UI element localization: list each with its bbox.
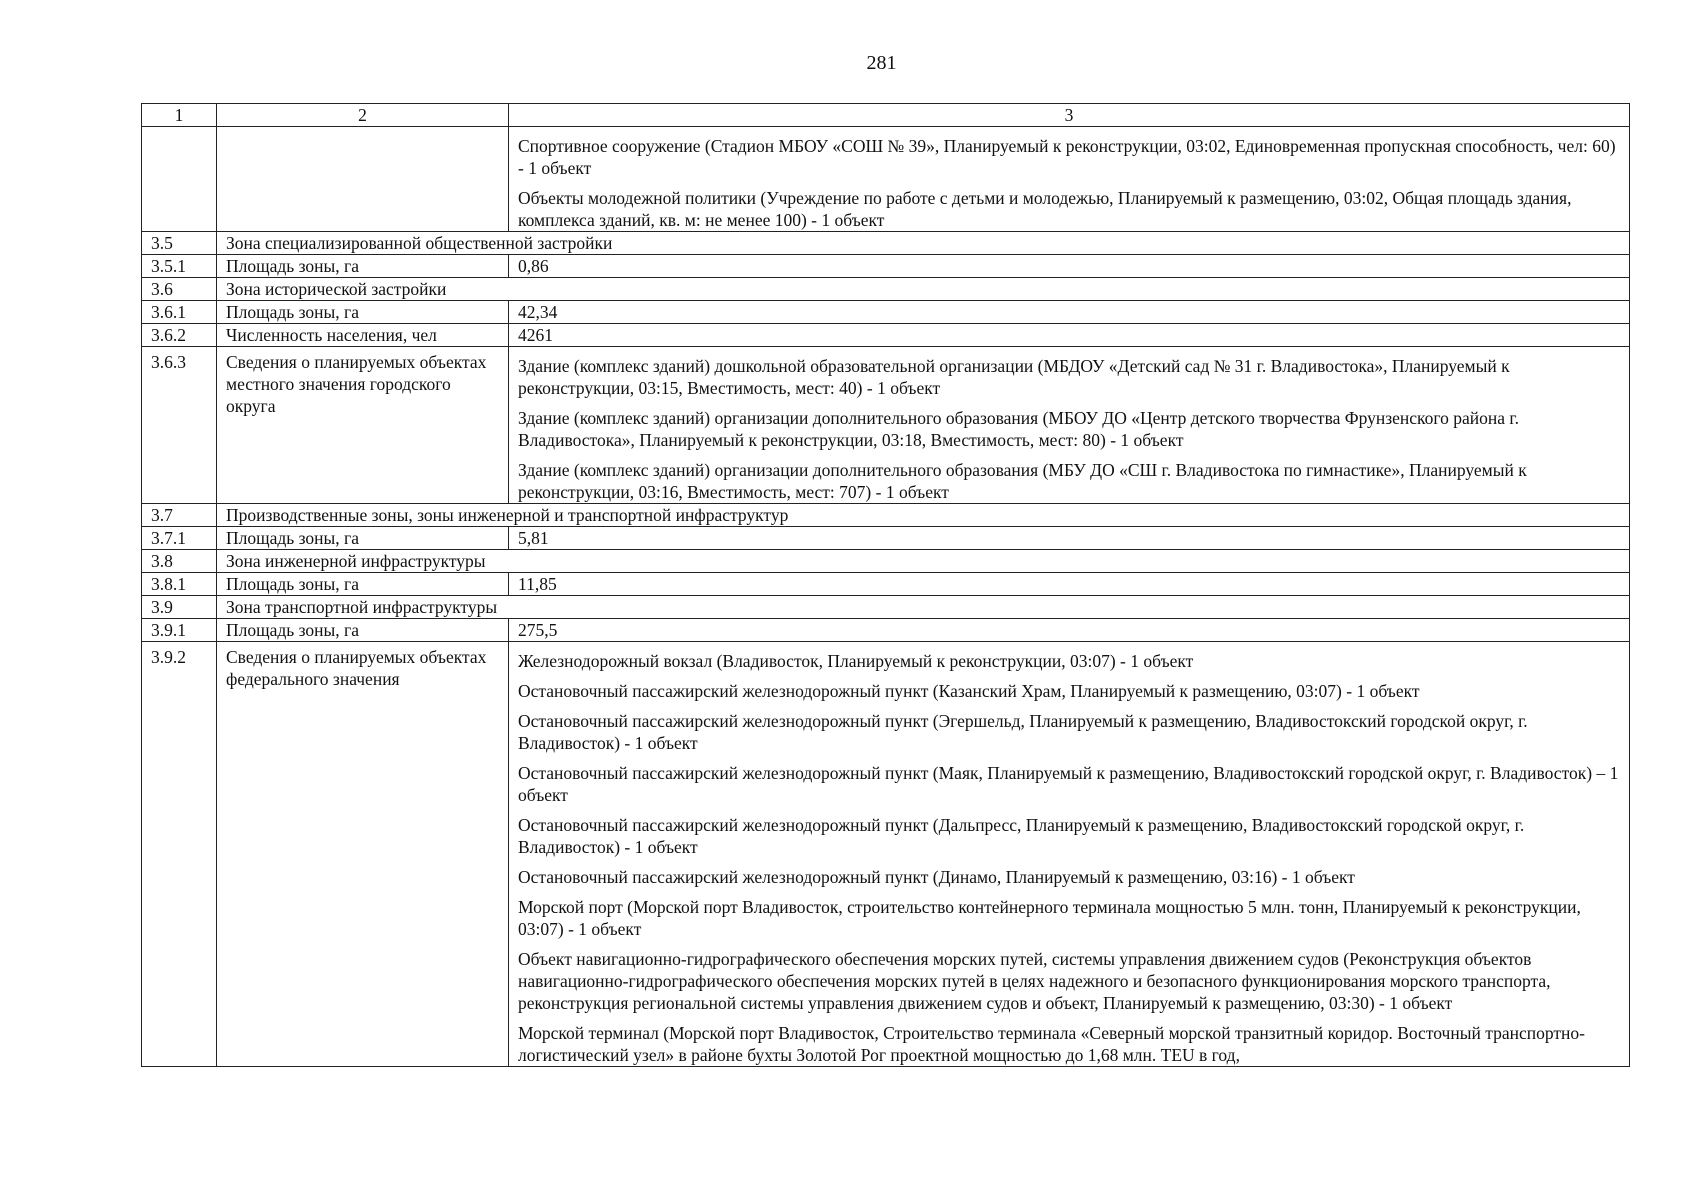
row-label: Сведения о планируемых объектах местного значения городского округа <box>217 347 509 504</box>
table-row-3-5 <box>142 232 1630 255</box>
list-item: Железнодорожный вокзал (Владивосток, Планируемый к реконструкции, 03:07) - 1 объект <box>518 651 1194 671</box>
zone-title: Зона исторической застройки <box>217 278 1630 301</box>
table-row-3-9-2 <box>142 642 1630 1067</box>
zone-title: Зона специализированной общественной застройки <box>217 232 1630 255</box>
row-number: 3.8 <box>142 550 217 573</box>
row-label: Численность населения, чел <box>217 324 509 347</box>
table-row-3-7 <box>142 504 1630 527</box>
zone-title: Производственные зоны, зоны инженерной и транспортной инфраструктур <box>217 504 1630 527</box>
row-number: 3.6.1 <box>142 301 217 324</box>
table-row-3-6-3 <box>142 347 1630 504</box>
row-number: 3.5.1 <box>142 255 217 278</box>
header-col-3: 3 <box>509 104 1630 127</box>
row-label: Площадь зоны, га <box>217 255 509 278</box>
page-number: 281 <box>866 52 897 74</box>
list-item: Здание (комплекс зданий) дошкольной образовательной организации (МБДОУ «Детский сад № 31 г. Владивостока», Планируемый к реконструкции, 03:15, Вместимость, мест: 40) - 1 объект <box>518 356 1510 398</box>
table-row-3-9-1 <box>142 619 1630 642</box>
list-item: Объект навигационно-гидрографического обеспечения морских путей, системы управления движением судов (Реконструкция объектов навигационно-гидрографического обеспечения морских путей в целях надежного и безопасного функционирования морского транспорта, реконструкция региональной системы управления движением судов и объект, Планируемый к размещению, 03:30) - 1 объект <box>518 949 1551 1013</box>
table-row-3-6 <box>142 278 1630 301</box>
zone-title: Зона транспортной инфраструктуры <box>217 596 1630 619</box>
list-item: Здание (комплекс зданий) организации дополнительного образования (МБУ ДО «СШ г. Владивостока по гимнастике», Планируемый к реконструкции, 03:16, Вместимость, мест: 707) - 1 объект <box>518 460 1527 502</box>
row-value: 5,81 <box>509 527 1630 550</box>
row-value: 11,85 <box>509 573 1630 596</box>
list-item: Остановочный пассажирский железнодорожный пункт (Маяк, Планируемый к размещению, Владивостокский городской округ, г. Владивосток) – 1 объект <box>518 763 1619 805</box>
table-row-continuation <box>142 127 1630 232</box>
row-label <box>217 127 509 232</box>
header-col-1: 1 <box>142 104 217 127</box>
row-number: 3.9.2 <box>142 642 217 1067</box>
row-label: Сведения о планируемых объектах федерального значения <box>217 642 509 1067</box>
row-label: Площадь зоны, га <box>217 301 509 324</box>
row-value: 42,34 <box>509 301 1630 324</box>
list-item: Остановочный пассажирский железнодорожный пункт (Казанский Храм, Планируемый к размещению, 03:07) - 1 объект <box>518 681 1420 701</box>
list-item: Остановочный пассажирский железнодорожный пункт (Дальпресс, Планируемый к размещению, Владивостокский городской округ, г. Владивосток) - 1 объект <box>518 815 1525 857</box>
list-item: Морской терминал (Морской порт Владивосток, Строительство терминала «Северный морской транзитный коридор. Восточный транспортно-логистический узел» в районе бухты Золотой Рог проектной мощностью до 1,68 млн. TEU в год, <box>518 1023 1585 1065</box>
zone-title: Зона инженерной инфраструктуры <box>217 550 1630 573</box>
table-row-3-6-1 <box>142 301 1630 324</box>
row-value: 4261 <box>509 324 1630 347</box>
table-row-3-9 <box>142 596 1630 619</box>
zones-table <box>141 103 1630 1067</box>
row-number: 3.5 <box>142 232 217 255</box>
row-number: 3.9 <box>142 596 217 619</box>
list-item: Остановочный пассажирский железнодорожный пункт (Эгершельд, Планируемый к размещению, Владивостокский городской округ, г. Владивосток) - 1 объект <box>518 711 1528 753</box>
row-content <box>509 642 1630 1067</box>
row-value: 275,5 <box>509 619 1630 642</box>
table-row-3-7-1 <box>142 527 1630 550</box>
list-item: Морской порт (Морской порт Владивосток, строительство контейнерного терминала мощностью 5 млн. тонн, Планируемый к реконструкции, 03:07) - 1 объект <box>518 897 1581 939</box>
row-label: Площадь зоны, га <box>217 527 509 550</box>
row-number <box>142 127 217 232</box>
row-content <box>509 347 1630 504</box>
row-label: Площадь зоны, га <box>217 573 509 596</box>
row-number: 3.8.1 <box>142 573 217 596</box>
table-row-3-6-2 <box>142 324 1630 347</box>
row-label: Площадь зоны, га <box>217 619 509 642</box>
table-row-3-5-1 <box>142 255 1630 278</box>
table-row-3-8 <box>142 550 1630 573</box>
header-col-2: 2 <box>217 104 509 127</box>
table-header-row <box>142 104 1630 127</box>
row-value: 0,86 <box>509 255 1630 278</box>
list-item: Объекты молодежной политики (Учреждение по работе с детьми и молодежью, Планируемый к размещению, 03:02, Общая площадь здания, комплекса зданий, кв. м: не менее 100) - 1 объект <box>518 188 1572 230</box>
row-number: 3.7.1 <box>142 527 217 550</box>
list-item: Остановочный пассажирский железнодорожный пункт (Динамо, Планируемый к размещению, 03:16) - 1 объект <box>518 867 1355 887</box>
row-number: 3.6.2 <box>142 324 217 347</box>
row-number: 3.7 <box>142 504 217 527</box>
table-row-3-8-1 <box>142 573 1630 596</box>
list-item: Спортивное сооружение (Стадион МБОУ «СОШ № 39», Планируемый к реконструкции, 03:02, Единовременная пропускная способность, чел: 60) - 1 объект <box>518 136 1616 178</box>
row-number: 3.6.3 <box>142 347 217 504</box>
row-number: 3.6 <box>142 278 217 301</box>
row-content <box>509 127 1630 232</box>
list-item: Здание (комплекс зданий) организации дополнительного образования (МБОУ ДО «Центр детского творчества Фрунзенского района г. Владивостока», Планируемый к реконструкции, 03:18, Вместимость, мест: 80) - 1 объект <box>518 408 1519 450</box>
row-number: 3.9.1 <box>142 619 217 642</box>
